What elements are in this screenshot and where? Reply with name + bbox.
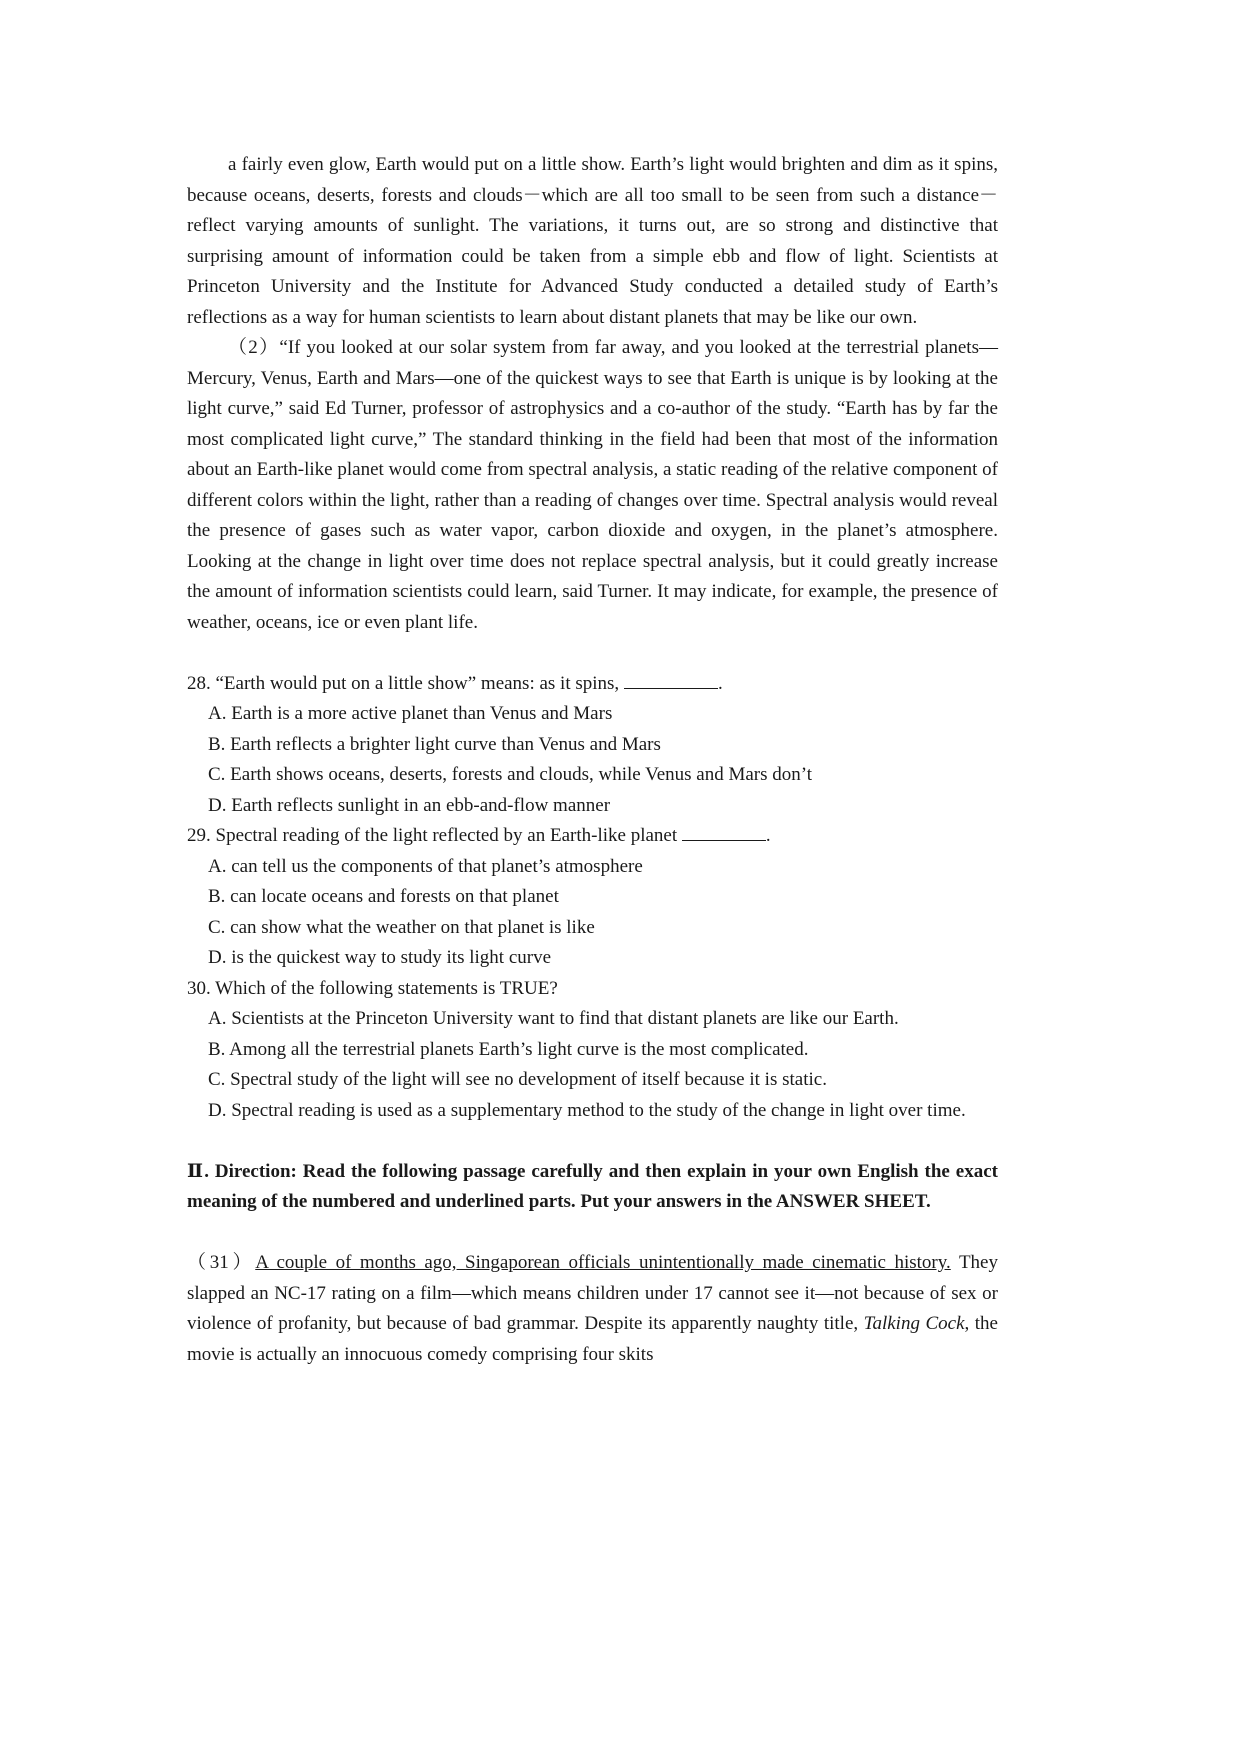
question-29-option-b: B. can locate oceans and forests on that planet: [208, 886, 559, 907]
question-28-option-b: B. Earth reflects a brighter light curve than Venus and Mars: [208, 733, 661, 755]
question-28-option-a: A. Earth is a more active planet than Venus and Mars: [208, 703, 613, 724]
question-29: 29. Spectral reading of the light reflected by an Earth-like planet .: [187, 821, 998, 852]
passage-paragraph-1: a fairly even glow, Earth would put on a little show. Earth’s light would brighten and dim as it spins, because oceans, deserts, forests and clouds－which are all too small to be seen from such a distance－reflect varying amounts of sunlight. The variations, it turns out, are so strong and distinctive that surprising amount of information could be taken from a simple ebb and flow of light. Scientists at Princeton University and the Institute for Advanced Study conducted a detailed study of Earth’s reflections as a way for human scientists to learn about distant planets that may be like our own.: [187, 154, 998, 328]
answer-blank: [682, 822, 766, 841]
item-number: （31）: [187, 1252, 256, 1273]
question-28-option-c: C. Earth shows oceans, deserts, forests and clouds, while Venus and Mars don’t: [208, 764, 813, 785]
answer-blank: [624, 670, 718, 689]
question-29-option-c: C. can show what the weather on that planet is like: [208, 916, 595, 938]
question-30: 30. Which of the following statements is TRUE?: [187, 977, 558, 999]
underlined-sentence: A couple of months ago, Singaporean officials unintentionally made cinematic history.: [255, 1252, 951, 1273]
document-page: [187, 150, 998, 1370]
spacer: [187, 638, 998, 669]
question-28: 28. “Earth would put on a little show” means: as it spins, .: [187, 669, 998, 700]
paragraph-text: “If you looked at our solar system from far away, and you looked at the terrestrial planets—Mercury, Venus, Earth and Mars—one of the quickest ways to see that Earth is unique is by looking at the light curve,” said Ed Turner, professor of astrophysics and a co-author of the study. “Earth has by far the most complicated light curve,” The standard thinking in the field had been that most of the information about an Earth-like planet would come from spectral analysis, a static reading of the relative component of different colors within the light, rather than a reading of changes over time. Spectral analysis would reveal the presence of gases such as water vapor, carbon dioxide and oxygen, in the planet’s atmosphere. Looking at the change in light over time does not replace spectral analysis, but it could greatly increase the amount of information scientists could learn, said Turner. It may indicate, for example, the presence of weather, oceans, ice or even plant life.: [187, 337, 998, 633]
question-28-option-d: D. Earth reflects sunlight in an ebb-and-flow manner: [208, 794, 611, 816]
film-title: Talking Cock: [863, 1313, 965, 1334]
paragraph-number: （2）: [228, 337, 280, 358]
question-30-option-b: B. Among all the terrestrial planets Earth’s light curve is the most complicated.: [208, 1038, 809, 1060]
question-30-option-c: C. Spectral study of the light will see no development of itself because it is static.: [208, 1069, 827, 1090]
question-stem: 28. “Earth would put on a little show” means: as it spins,: [187, 672, 620, 694]
passage-2-paragraph: [187, 1248, 998, 1370]
question-30-option-d: D. Spectral reading is used as a supplementary method to the study of the change in light over time.: [208, 1099, 966, 1121]
passage-paragraph-2: [187, 333, 998, 638]
paragraph-text-end: , the movie is actually an innocuous comedy comprising four skits: [187, 1313, 998, 1365]
spacer: [187, 1126, 998, 1157]
paragraph-text: They slapped an NC-17 rating on a film—which means children under 17 cannot see it—not because of sex or violence of profanity, but because of bad grammar. Despite its apparently naughty title,: [187, 1252, 998, 1334]
section-2-direction: Ⅱ. Direction: Read the following passage carefully and then explain in your own English the exact meaning of the numbered and underlined parts. Put your answers in the ANSWER SHEET.: [187, 1160, 998, 1212]
question-stem: 29. Spectral reading of the light reflected by an Earth-like planet: [187, 825, 678, 846]
question-29-option-a: A. can tell us the components of that planet’s atmosphere: [208, 855, 643, 877]
question-29-option-d: D. is the quickest way to study its light curve: [208, 947, 552, 968]
question-30-option-a: A. Scientists at the Princeton University want to find that distant planets are like our Earth.: [208, 1008, 899, 1029]
spacer: [187, 1218, 998, 1249]
